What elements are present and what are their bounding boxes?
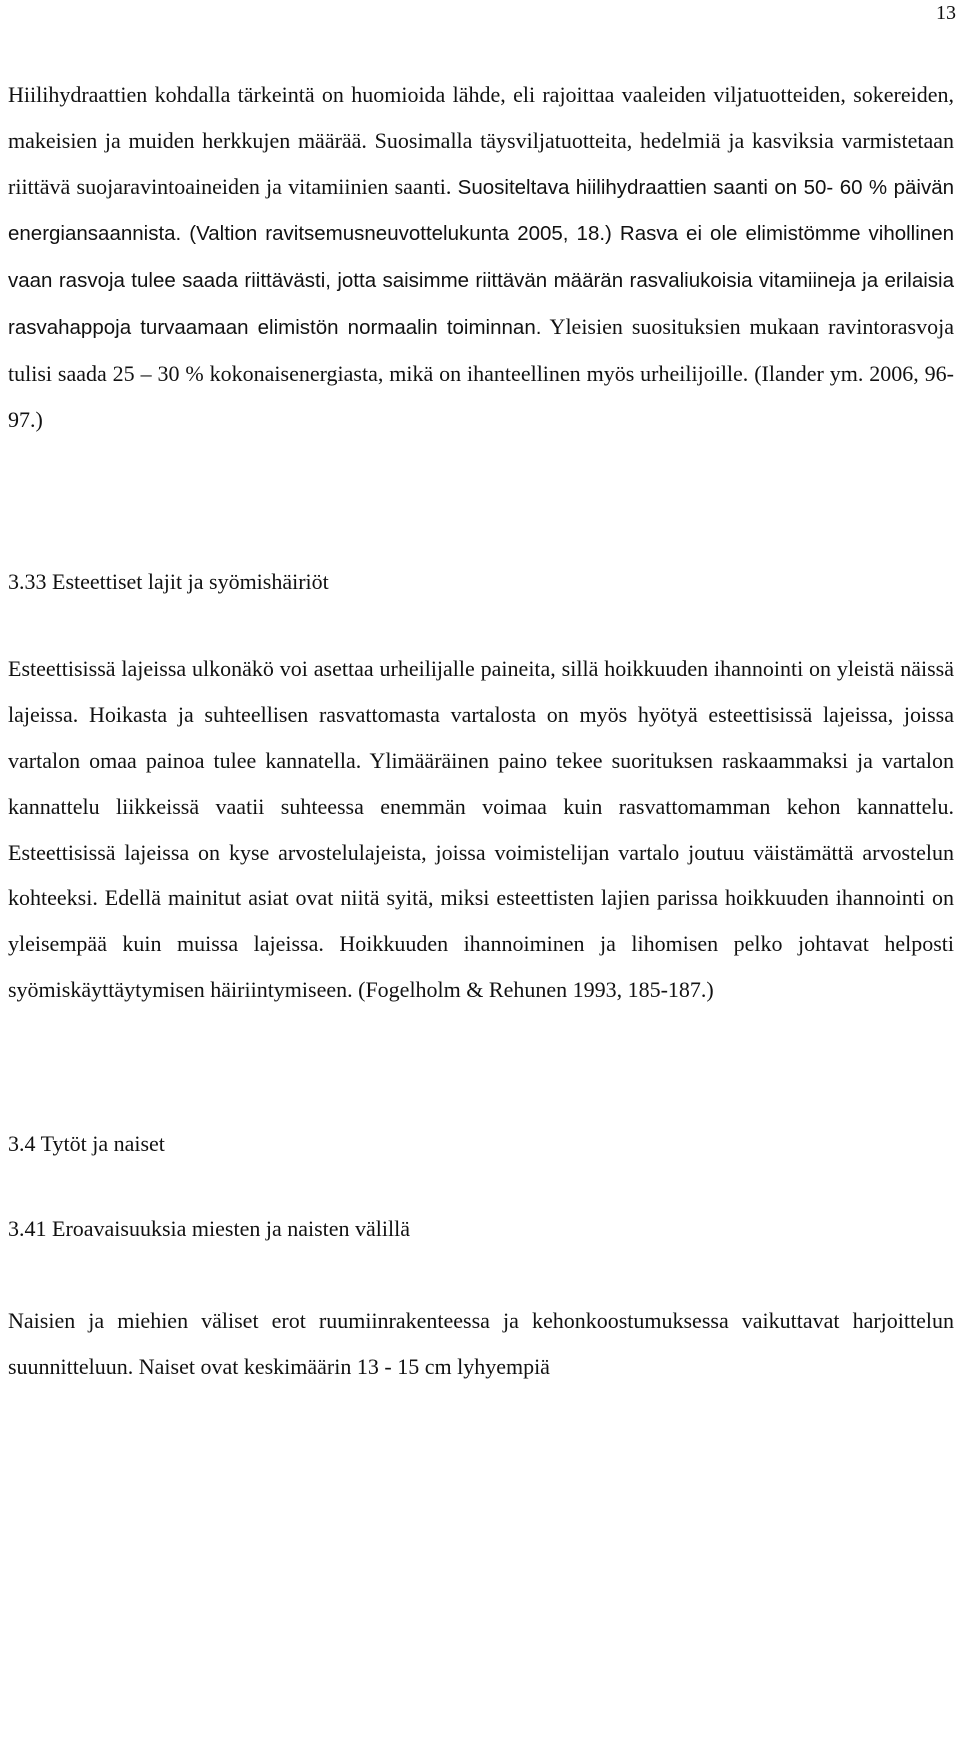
paragraph-carbohydrates-and-fats [8,72,954,442]
paragraph-gender-differences: Naisien ja miehien väliset erot ruumiinrakenteessa ja kehonkoostumuksessa vaikuttavat harjoittelun suunnitteluun. Naiset ovat keskimäärin 13 - 15 cm lyhyempiä [8,1307,954,1379]
section-heading-3-41: 3.41 Eroavaisuuksia miesten ja naisten välillä [8,1215,411,1241]
paragraph-run-serif-end: Yleisien suosituksien mukaan ravintorasvoja tulisi saada 25 – 30 % kokonaisenergiasta, mikä on ihanteellinen myös urheilijoille. (Ilander ym. 2006, 96-97.) [8,313,954,432]
document-body [8,72,954,1389]
page-number: 13 [936,2,956,24]
paragraph-aesthetic-sports: Esteettisissä lajeissa ulkonäkö voi asettaa urheilijalle paineita, sillä hoikkuuden ihannointi on yleistä näissä lajeissa. Hoikasta ja suhteellisen rasvattomasta vartalosta on myös hyötyä esteettisissä lajeissa, joissa vartalon omaa painoa tulee kannatella. Ylimääräinen paino tekee suorituksen raskaammaksi ja vartalon kannattelu liikkeissä vaatii suhteessa enemmän voimaa kuin rasvattomamman kehon kannattelu. Esteettisissä lajeissa on kyse arvostelulajeista, joissa voimistelijan vartalo joutuu väistämättä arvostelun kohteeksi. Edellä mainitut asiat ovat niitä syitä, miksi esteettisten lajien parissa hoikkuuden ihannointi on yleisempää kuin muissa lajeissa. Hoikkuuden ihannoiminen ja lihomisen pelko johtavat helposti syömiskäyttäytymisen häiriintymiseen. (Fogelholm & Rehunen 1993, 185-187.) [8,656,954,1002]
section-heading-3-33: 3.33 Esteettiset lajit ja syömishäiriöt [8,569,329,595]
section-heading-3-4: 3.4 Tytöt ja naiset [8,1130,165,1156]
paragraph-run-sans: Suositeltava hiilihydraattien saanti on 50- 60 % päivän energiansaannista. (Valtion ravitsemusneuvottelukunta 2005, 18.) Rasva ei ole elimistömme vihollinen vaan rasvoja tulee saada riittävästi, jotta saisimme riittävän määrän rasvaliukoisia vitamiineja ja erilaisia rasvahappoja turvaamaan elimistön normaalin toiminnan. [8,175,954,339]
paragraph-run-serif: Hiilihydraattien kohdalla tärkeintä on huomioida lähde, eli rajoittaa vaaleiden viljatuotteiden, sokereiden, makeisien ja muiden herkkujen määrää. Suosimalla täysviljatuotteita, hedelmiä ja kasviksia varmistetaan riittävä suojaravintoaineiden ja vitamiinien saanti. [8,82,954,199]
